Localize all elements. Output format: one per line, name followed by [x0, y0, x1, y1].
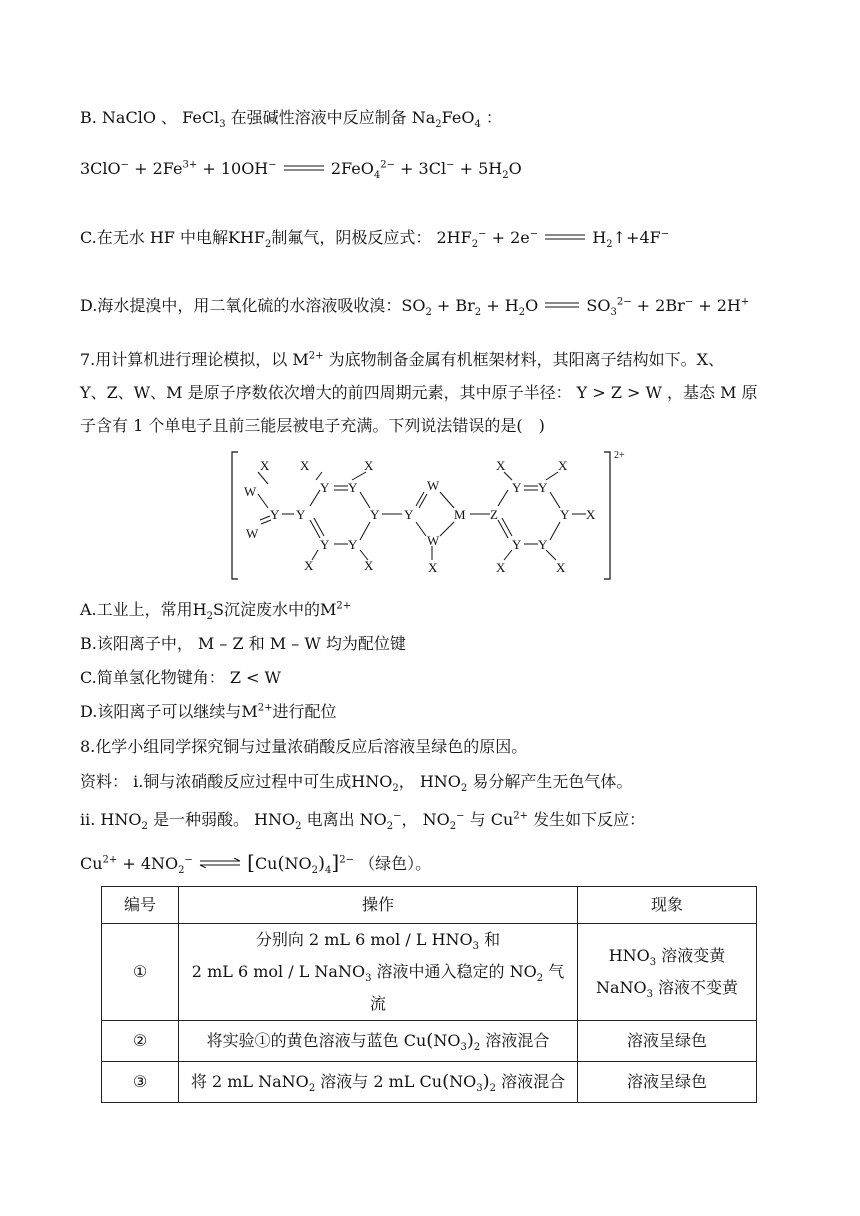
svg-text:W: W	[427, 533, 440, 548]
table-row	[102, 1062, 757, 1103]
q7-option-c: C.简单氢化物键角： Z < W	[80, 668, 281, 687]
svg-text:W: W	[244, 484, 257, 499]
svg-text:Y: Y	[512, 480, 522, 495]
q7-option-d: D.该阳离子可以继续与$M^{2+}$进行配位	[80, 702, 337, 721]
q8-reference-1: 资料： ⅰ.铜与浓硝酸反应过程中可生成$HNO_2$， $HNO_2$ 易分解产生无色气体。	[80, 772, 633, 795]
svg-text:Y: Y	[404, 507, 414, 522]
svg-text:Y: Y	[538, 480, 548, 495]
svg-text:X: X	[586, 507, 596, 522]
experiment-table	[101, 886, 757, 1103]
q7-line-3: 子含有 1 个单电子且前三能层被电子充满。下列说法错误的是( )	[80, 416, 545, 435]
svg-text:X: X	[260, 458, 270, 473]
table-row	[102, 924, 757, 1021]
row-id: ②	[102, 1021, 179, 1062]
table-header-row	[102, 887, 757, 924]
option-b-equation: $3ClO^- + 2Fe^{3+} + 10OH^-$ $2FeO_4^{2-} + 3Cl^- + 5H_2O$	[80, 159, 522, 182]
row-id: ③	[102, 1062, 179, 1103]
equals-arrow-icon	[282, 164, 326, 172]
row-operation: 分别向 2 mL 6 mol / L $HNO_3$ 和 2 mL 6 mol / L NaNO$_3$ 溶液中通入稳定的 $NO_2$ 气流	[179, 924, 578, 1021]
option-b: B. NaClO 、 FeCl$_3$ 在强碱性溶液中反应制备 $Na_2FeO_4$ ：	[80, 108, 502, 131]
svg-text:W: W	[427, 478, 440, 493]
row-phenomenon: $HNO_3$ 溶液变黄 NaNO$_3$ 溶液不变黄	[578, 924, 757, 1021]
gas-arrow-icon: ↑	[612, 228, 627, 247]
svg-text:X: X	[428, 560, 438, 575]
row-operation: 将实验①的黄色溶液与蓝色 $Cu(NO_3)_2$ 溶液混合	[179, 1021, 578, 1062]
q7-line-2: Y、Z、W、M 是原子序数依次增大的前四周期元素，其中原子半径： Y > Z > W ，基态 M 原	[80, 383, 758, 402]
q7-option-b: B.该阳离子中， M – Z 和 M – W 均为配位键	[80, 634, 406, 653]
svg-text:Y: Y	[270, 507, 280, 522]
table-row	[102, 1021, 757, 1062]
svg-text:Y: Y	[512, 537, 522, 552]
svg-text:X: X	[556, 560, 566, 575]
svg-text:Y: Y	[538, 537, 548, 552]
q7-line-1: 7.用计算机进行理论模拟，以 $M^{2+}$ 为底物制备金属有机框架材料，其阳离子结构如下。X、	[80, 350, 724, 369]
svg-text:Y: Y	[560, 507, 570, 522]
svg-text:X: X	[496, 560, 506, 575]
bond-lines	[258, 472, 586, 560]
row-phenomenon: 溶液呈绿色	[578, 1021, 757, 1062]
svg-text:M: M	[454, 507, 466, 522]
svg-text:X: X	[304, 558, 314, 573]
header-operation: 操作	[179, 887, 578, 924]
q7-option-a: A.工业上，常用$H_2S$沉淀废水中的$M^{2+}$	[80, 600, 352, 623]
equals-arrow-icon	[543, 233, 587, 241]
cation-structure-diagram	[228, 448, 628, 583]
svg-text:Y: Y	[348, 537, 358, 552]
svg-text:Z: Z	[490, 507, 498, 522]
svg-text:Y: Y	[348, 480, 358, 495]
svg-text:Y: Y	[296, 507, 306, 522]
atom-labels	[244, 458, 596, 575]
charge-label: 2+	[614, 450, 625, 461]
svg-text:X: X	[558, 458, 568, 473]
svg-text:X: X	[496, 458, 506, 473]
q8-title: 8.化学小组同学探究铜与过量浓硝酸反应后溶液呈绿色的原因。	[80, 737, 528, 756]
equals-arrow-icon	[543, 301, 581, 309]
svg-text:Y: Y	[370, 507, 380, 522]
row-id: ①	[102, 924, 179, 1021]
equilibrium-arrow-icon	[198, 858, 242, 868]
row-operation: 将 2 mL NaNO$_2$ 溶液与 2 mL $Cu(NO_3)_2$ 溶液混合	[179, 1062, 578, 1103]
row-phenomenon: 溶液呈绿色	[578, 1062, 757, 1103]
svg-text:X: X	[300, 458, 310, 473]
option-d: D.海水提溴中，用二氧化硫的水溶液吸收溴：$SO_2 + Br_2 + H_2O$ $SO_3^{2-} + 2Br^- + 2H^+$	[80, 296, 750, 319]
svg-text:X: X	[364, 458, 374, 473]
q8-equilibrium-equation: $Cu^{2+} + 4NO_2^-$ $[Cu(NO_2)_4]^{2-}$ （绿色）。	[80, 850, 432, 877]
svg-text:X: X	[364, 558, 374, 573]
svg-text:Y: Y	[320, 480, 330, 495]
header-id: 编号	[102, 887, 179, 924]
option-c: C.在无水 HF 中电解$KHF_2$制氟气，阴极反应式： $2HF_2^- + 2e^-$ $H_2↑+4F^-$	[80, 228, 670, 251]
left-bracket	[232, 452, 238, 579]
svg-text:Y: Y	[320, 537, 330, 552]
right-bracket	[604, 452, 610, 579]
q8-reference-2: ⅱ. $HNO_2$ 是一种弱酸。 $HNO_2$ 电离出 $NO_2^-$， $NO_2^-$ 与 $Cu^{2+}$ 发生如下反应：	[80, 810, 646, 833]
svg-text:W: W	[246, 526, 259, 541]
header-phenomenon: 现象	[578, 887, 757, 924]
